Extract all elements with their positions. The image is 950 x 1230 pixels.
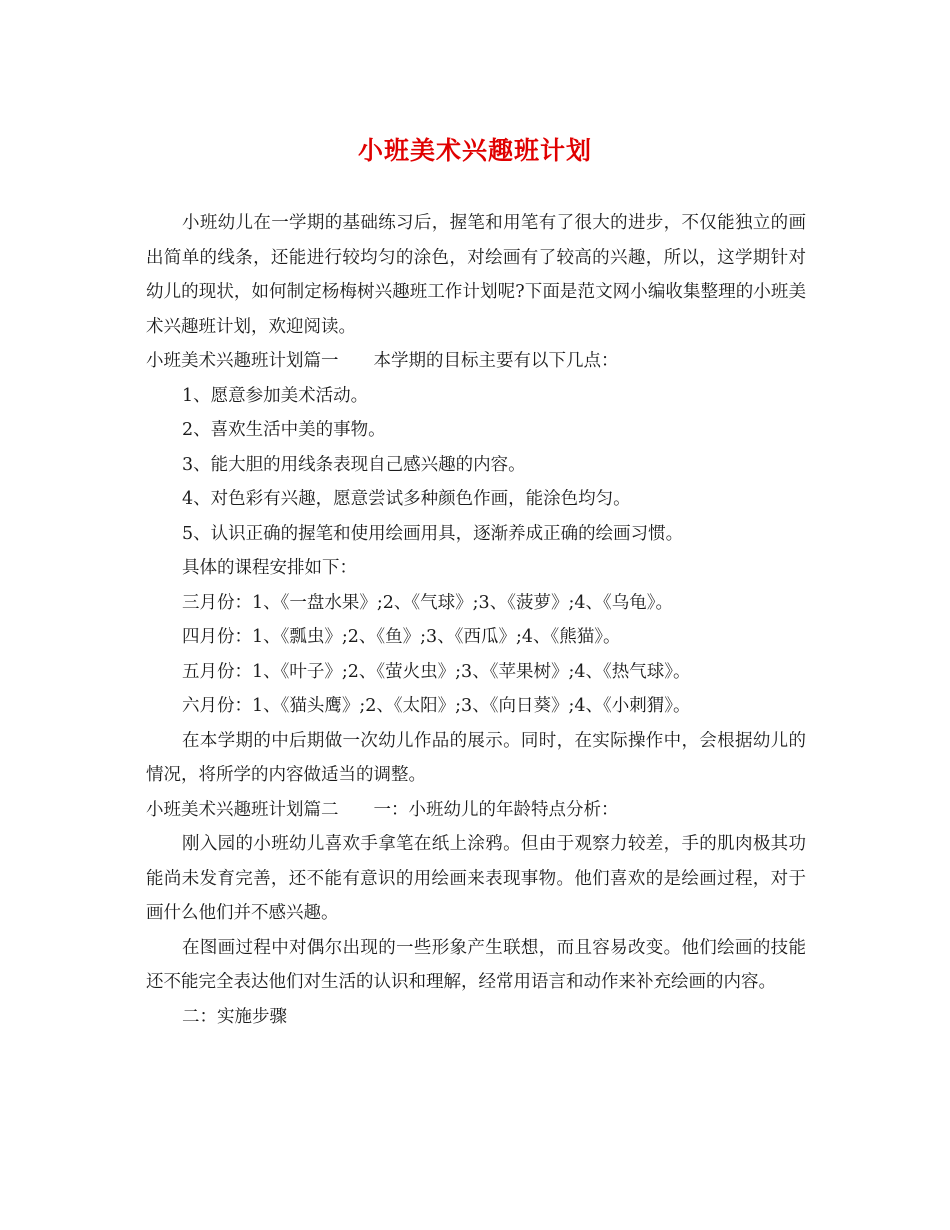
section2-heading: 小班美术兴趣班计划篇二 一：小班幼儿的年龄特点分析： [146,799,619,820]
goal-item: 1、愿意参加美术活动。 [182,385,369,406]
intro-paragraph: 小班幼儿在一学期的基础练习后，握笔和用笔有了很大的进步，不仅能独立的画出简单的线条，还能进行较均匀的涂色，对绘画有了较高的兴趣，所以，这学期针对幼儿的现状，如何制定杨梅树兴趣班工作计划呢?下面是范文网小编收集整理的小班美术兴趣班计划，欢迎阅读。 [146,213,806,337]
drawing-process-paragraph: 在图画过程中对偶尔出现的一些形象产生联想，而且容易改变。他们绘画的技能还不能完全表达他们对生活的认识和理解，经常用语言和动作来补充绘画的内容。 [146,937,806,992]
closing-paragraph: 在本学期的中后期做一次幼儿作品的展示。同时，在实际操作中，会根据幼儿的情况，将所学的内容做适当的调整。 [146,730,806,785]
schedule-intro: 具体的课程安排如下： [182,558,357,578]
goal-item: 2、喜欢生活中美的事物。 [182,420,386,440]
schedule-item: 三月份：1、《一盘水果》;2、《气球》;3、《菠萝》;4、《乌龟》。 [182,592,673,613]
document-body [146,206,806,1034]
goal-item: 5、认识正确的握笔和使用绘画用具，逐渐养成正确的绘画习惯。 [182,523,684,544]
steps-heading: 二：实施步骤 [182,1006,287,1027]
goal-item: 4、对色彩有兴趣，愿意尝试多种颜色作画，能涂色均匀。 [182,489,631,509]
schedule-item: 四月份：1、《瓢虫》;2、《鱼》;3、《西瓜》;4、《熊猫》。 [182,627,621,647]
document-title: 小班美术兴趣班计划 [357,136,592,165]
age-analysis-paragraph: 刚入园的小班幼儿喜欢手拿笔在纸上涂鸦。但由于观察力较差，手的肌肉极其功能尚未发育完善，还不能有意识的用绘画来表现事物。他们喜欢的是绘画过程，对于画什么他们并不感兴趣。 [146,834,806,923]
section1-heading: 小班美术兴趣班计划篇一 本学期的目标主要有以下几点： [146,351,619,371]
schedule-item: 六月份：1、《猫头鹰》;2、《太阳》;3、《向日葵》;4、《小刺猬》。 [182,696,691,716]
goal-item: 3、能大胆的用线条表现自己感兴趣的内容。 [182,454,526,475]
schedule-item: 五月份：1、《叶子》;2、《萤火虫》;3、《苹果树》;4、《热气球》。 [182,661,691,682]
